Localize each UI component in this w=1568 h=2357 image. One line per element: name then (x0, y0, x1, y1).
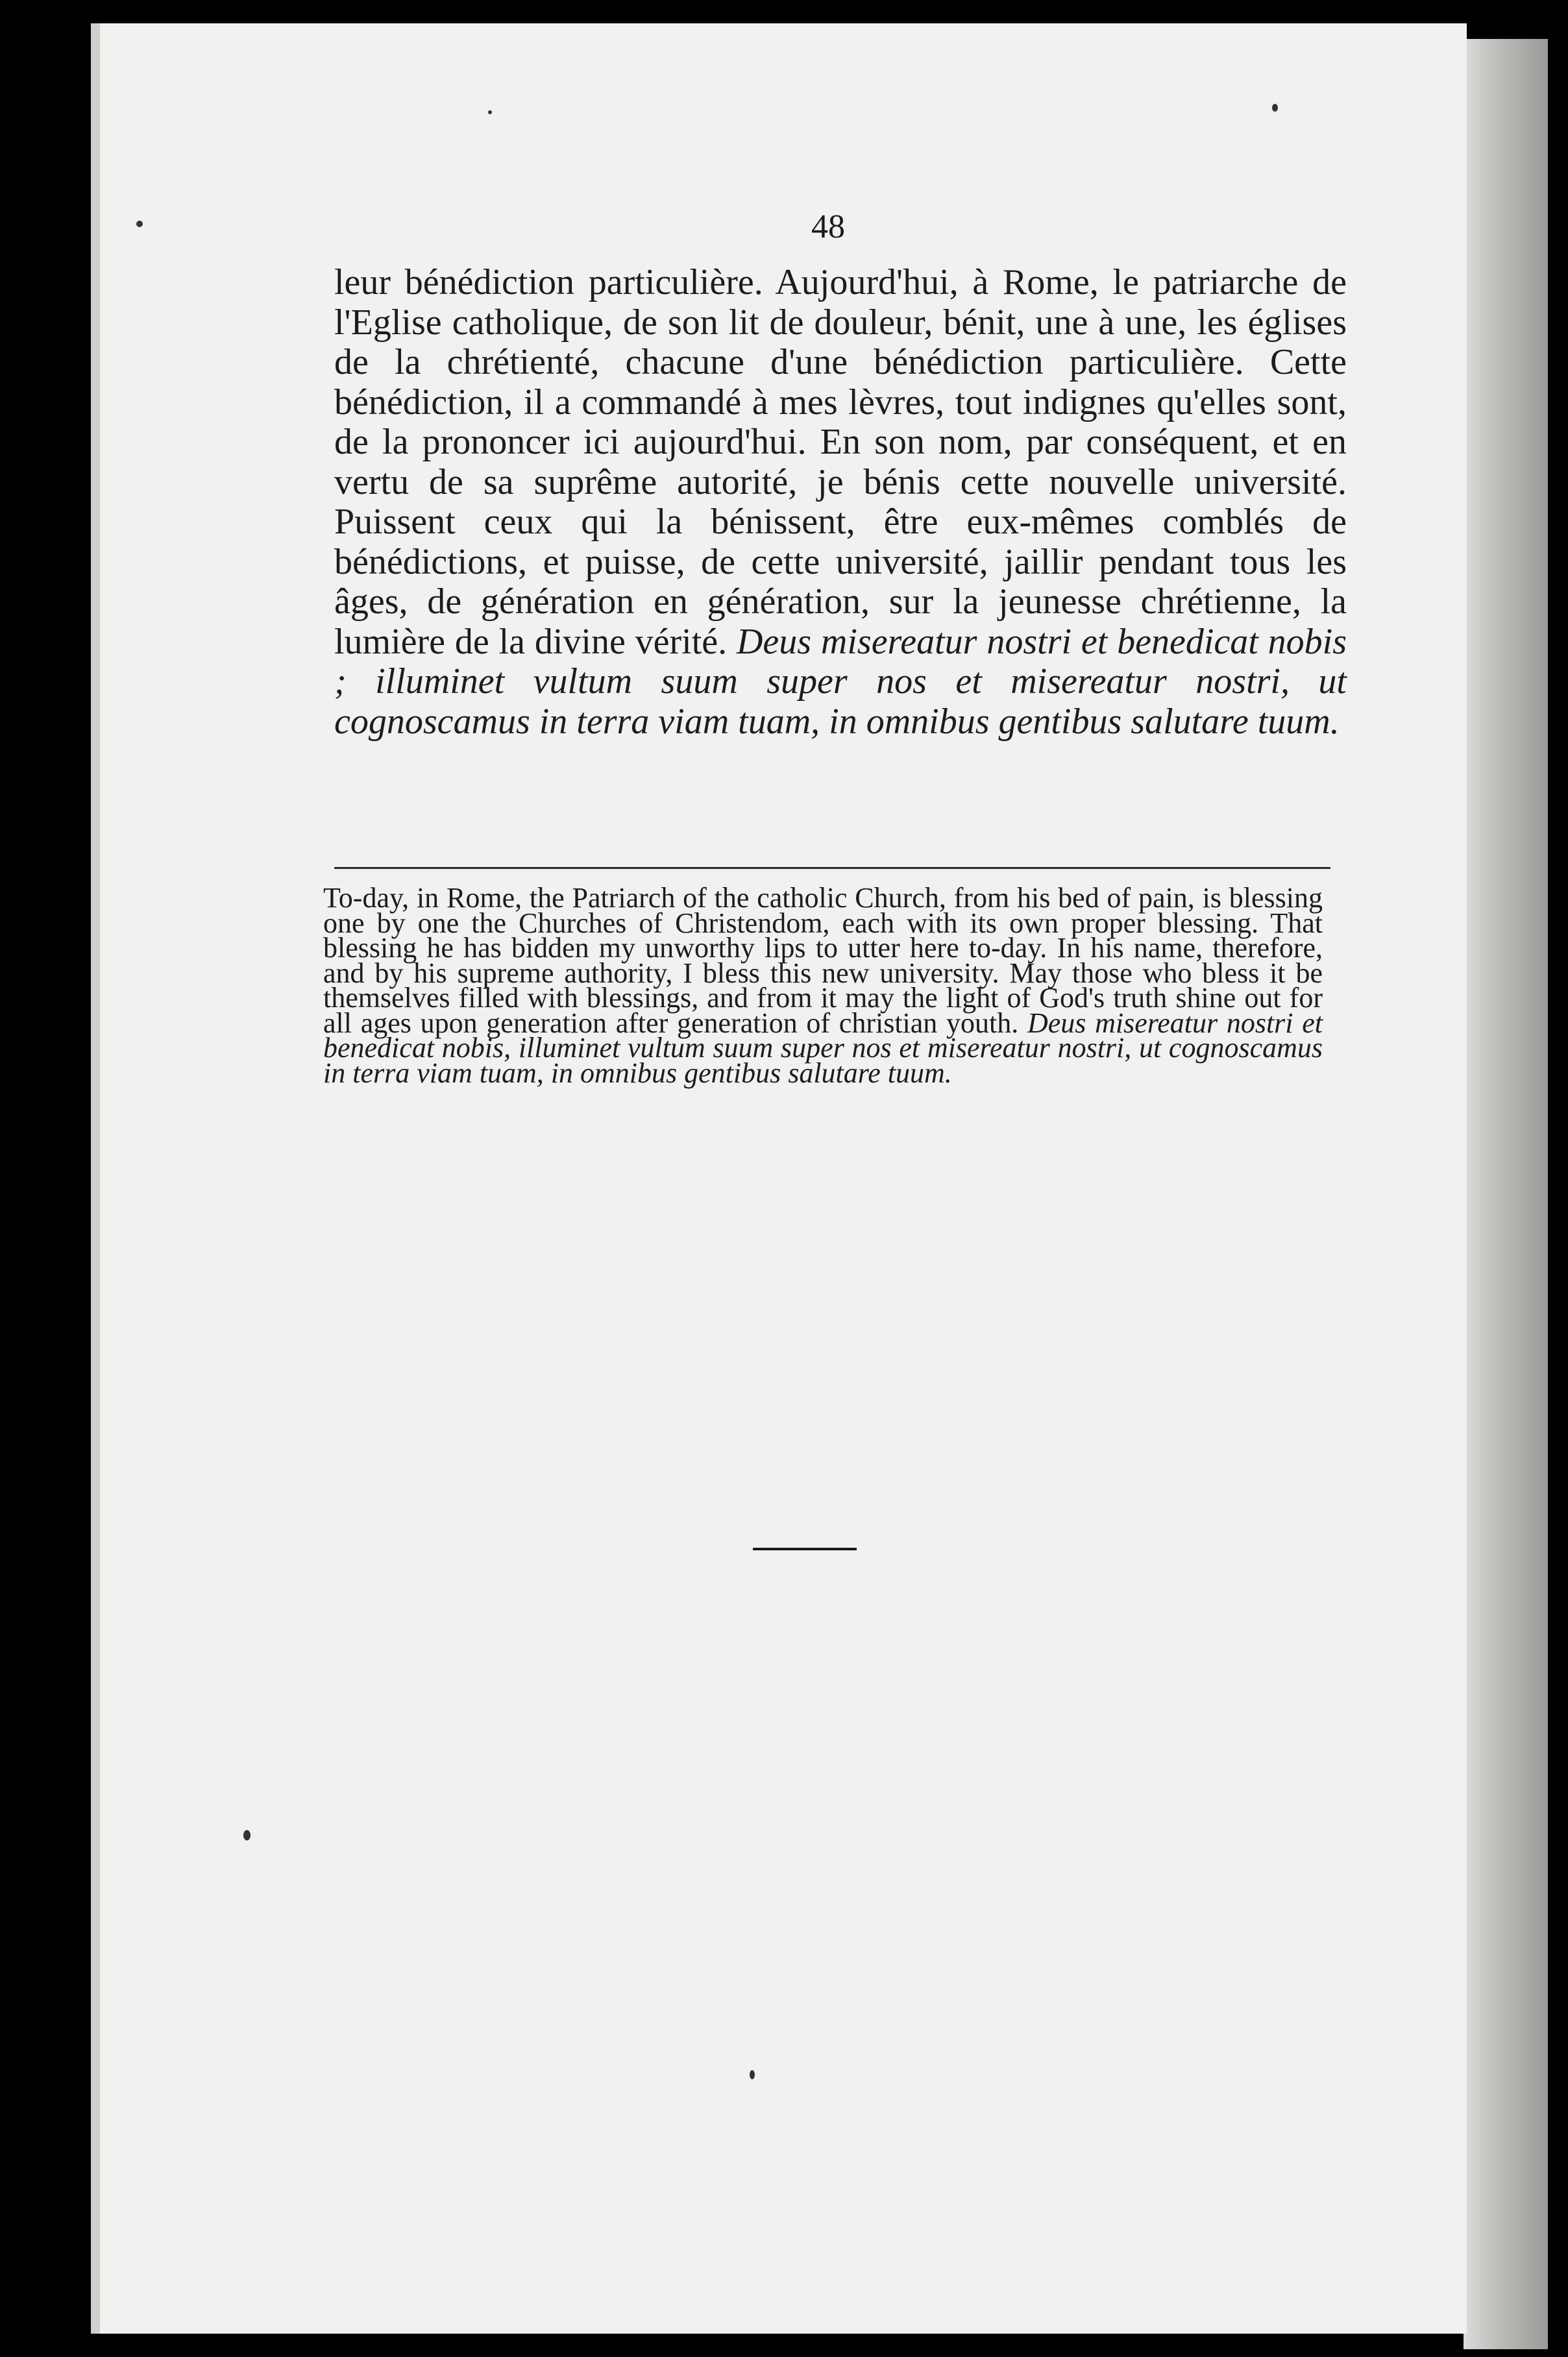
page-number: 48 (811, 208, 845, 245)
end-mark-dash (753, 1548, 857, 1550)
footnote-english-translation (323, 882, 1323, 1089)
scan-speck (136, 221, 143, 227)
french-text: leur bénédiction particulière. Aujourd'hui, à Rome, le patriarche de l'Eglise catholique, de son lit de douleur, bénit, une à une, les églises de la chrétienté, chacune d'une bénédiction particulière. Cette bénédiction, il a commandé à mes lèvres, tout indignes qu'elles sont, de la prononcer ici aujourd'hui. En son nom, par conséquent, et en vertu de sa suprême autorité, je bénis cette nouvelle université. Puissent ceux qui la bénissent, être eux-mêmes comblés de bénédictions, et puisse, de cette université, jaillir pendant tous les âges, de génération en génération, sur la jeunesse chrétienne, la lumière de la divine vérité. (334, 262, 1347, 662)
scan-speck (243, 1830, 251, 1840)
scan-speck (750, 2070, 755, 2079)
scan-speck (488, 110, 492, 114)
main-paragraph-french (334, 263, 1347, 742)
page-edge (1464, 39, 1548, 2349)
scan-speck (1272, 104, 1278, 112)
english-text: To-day, in Rome, the Patriarch of the catholic Church, from his bed of pain, is blessing one by one the Churches of Christendom, each with its own proper blessing. That blessing he has bidden my unworthy lips to utter here to-day. In his name, therefore, and by his supreme authority, I bless this new university. May those who bless it be themselves filled with blessings, and from it may the light of God's truth shine out for all ages upon generation after generation of christian youth. (323, 882, 1323, 1039)
section-divider (334, 867, 1330, 869)
latin-benediction: Deus misereatur nostri et benedicat nobis ; illuminet vultum suum super nos et misereatur nostri, ut cognoscamus in terra viam tuam, in omnibus gentibus salutare tuum. (334, 621, 1347, 742)
footnote-latin-benediction: Deus misereatur nostri et benedicat nobis, illuminet vultum suum super nos et misereatur nostri, ut cognoscamus in terra viam tuam, in omnibus gentibus salutare tuum. (323, 1007, 1323, 1089)
